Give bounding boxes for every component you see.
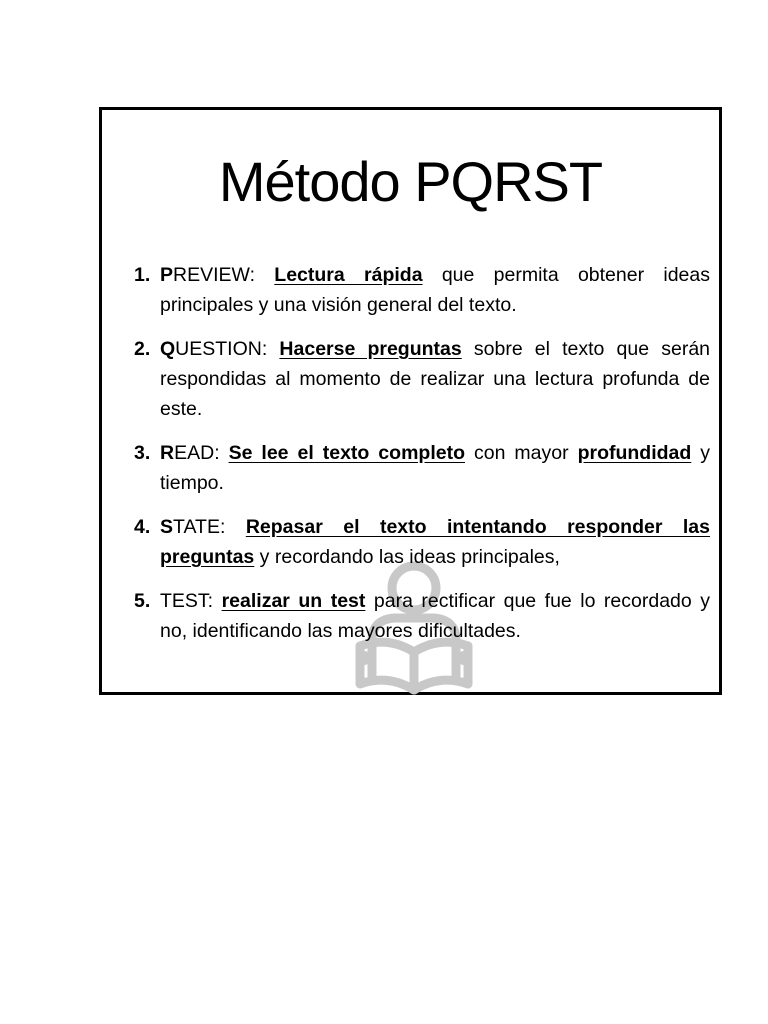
step-letter: R	[160, 442, 175, 464]
step-text: con mayor	[465, 442, 578, 464]
step-highlight: Repasar el texto intentando responder las preguntas	[160, 516, 710, 568]
step-label: EAD:	[174, 442, 229, 464]
step-label: TEST:	[160, 590, 222, 612]
step-number: 1.	[134, 264, 151, 286]
step-text-secondary: y tiempo.	[160, 442, 711, 494]
step-letter: S	[160, 516, 174, 538]
step-highlight: Lectura rápida	[274, 264, 423, 286]
step-label: REVIEW:	[173, 264, 275, 286]
step-highlight: realizar un test	[221, 590, 366, 612]
list-item	[134, 512, 710, 572]
list-item	[134, 438, 710, 498]
step-number: 3.	[134, 442, 151, 464]
step-text: sobre el texto que serán respondidas al momento de realizar una lectura profunda de este.	[160, 338, 711, 420]
step-number: 5.	[134, 590, 151, 612]
step-label: TATE:	[173, 516, 246, 538]
list-item	[134, 586, 710, 646]
step-number: 2.	[134, 338, 151, 360]
list-item	[134, 260, 710, 320]
pqrst-card	[99, 107, 722, 695]
step-letter: P	[160, 264, 174, 286]
step-highlight: Se lee el texto completo	[228, 442, 465, 464]
step-text: que permita obtener ideas principales y una visión general del texto.	[160, 264, 710, 316]
steps-list	[134, 260, 710, 660]
step-text: para rectificar que fue lo recordado y no, identificando las mayores dificultades.	[160, 590, 710, 642]
step-highlight: Hacerse preguntas	[279, 338, 462, 360]
step-highlight-secondary: profundidad	[577, 442, 692, 464]
step-letter: Q	[160, 338, 176, 360]
step-text: y recordando las ideas principales,	[254, 546, 560, 568]
page-title: Método PQRST	[218, 150, 603, 213]
step-label: UESTION:	[175, 338, 280, 360]
step-number: 4.	[134, 516, 151, 538]
list-item	[134, 334, 710, 424]
